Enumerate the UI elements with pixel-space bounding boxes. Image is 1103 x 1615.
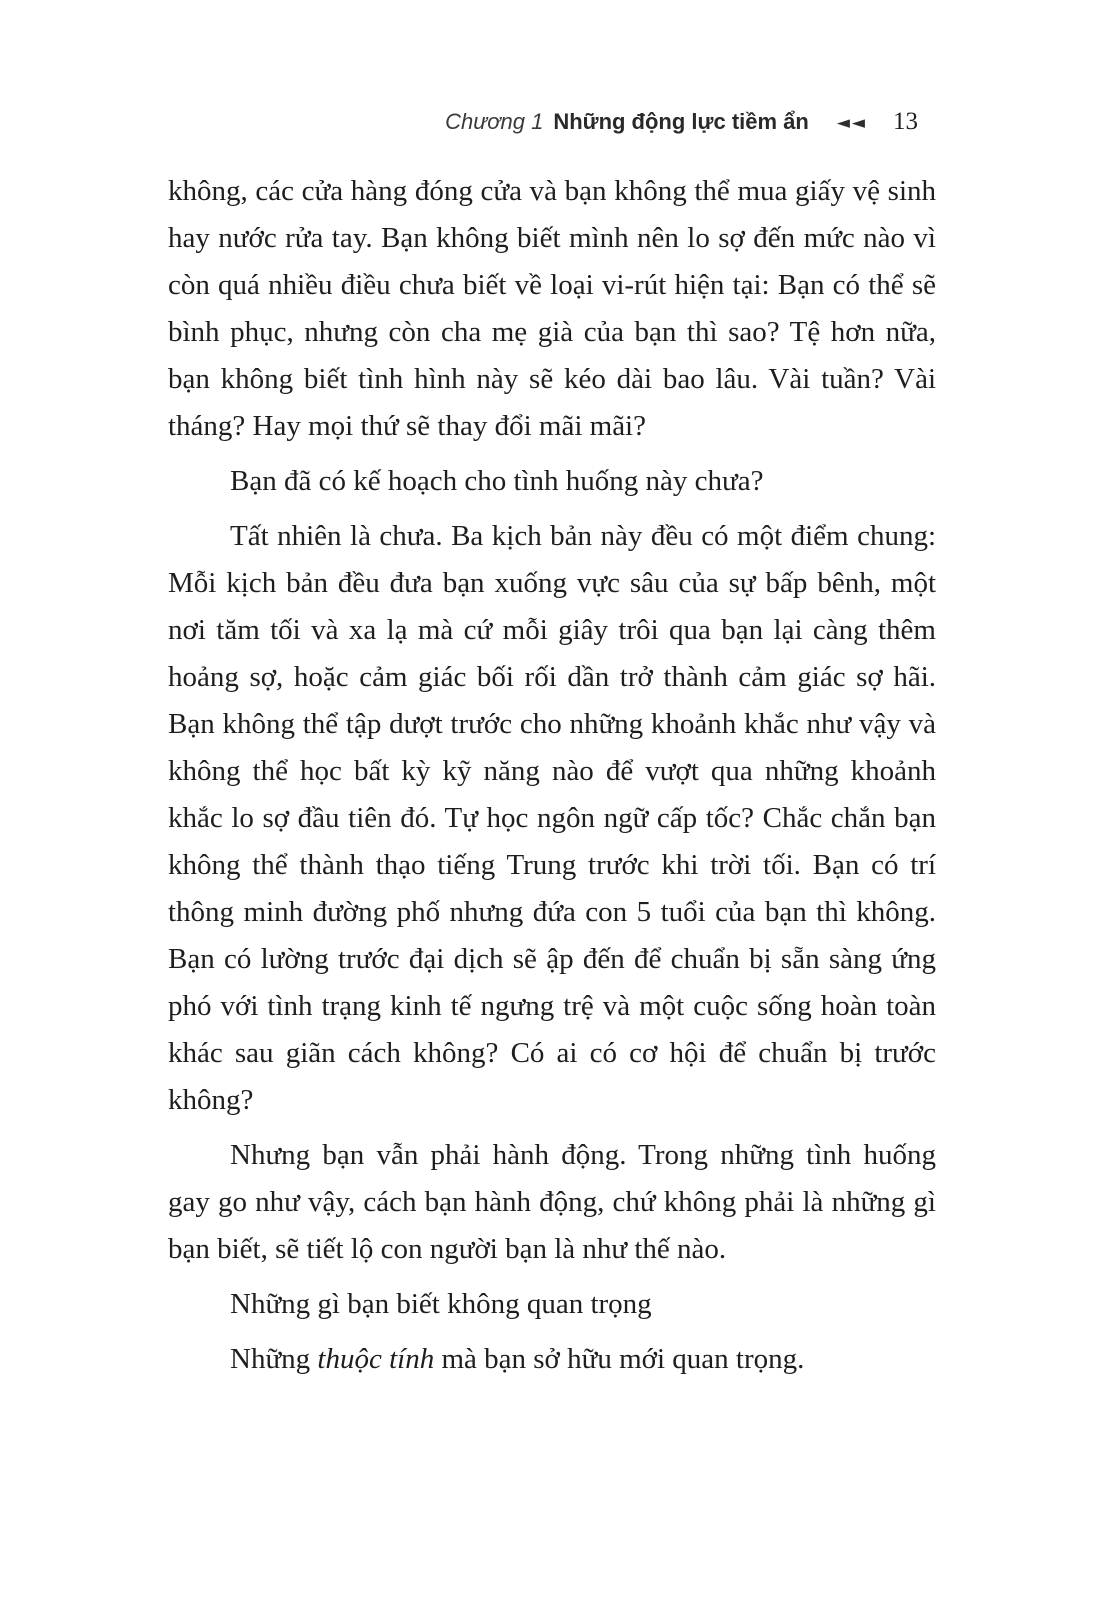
paragraph xyxy=(168,513,936,1124)
chapter-title: Những động lực tiềm ẩn xyxy=(553,109,809,134)
paragraph-text: mà bạn sở hữu mới quan trọng. xyxy=(434,1343,805,1375)
paragraph xyxy=(168,1336,936,1383)
paragraph xyxy=(168,168,936,450)
page-body-text xyxy=(168,168,936,1391)
paragraph-text: Bạn đã có kế hoạch cho tình huống này chưa? xyxy=(230,465,764,497)
paragraph-text: Tất nhiên là chưa. Ba kịch bản này đều có một điểm chung: Mỗi kịch bản đều đưa bạn xuống vực sâu của sự bấp bênh, một nơi tăm tối và xa lạ mà cứ mỗi giây trôi qua bạn lại càng thêm hoảng sợ, hoặc cảm giác bối rối dần trở thành cảm giác sợ hãi. Bạn không thể tập dượt trước cho những khoảnh khắc như vậy và không thể học bất kỳ kỹ năng nào để vượt qua những khoảnh khắc lo sợ đầu tiên đó. Tự học ngôn ngữ cấp tốc? Chắc chắn bạn không thể thành thạo tiếng Trung trước khi trời tối. Bạn có trí thông minh đường phố nhưng đứa con 5 tuổi của bạn thì không. Bạn có lường trước đại dịch sẽ ập đến để chuẩn bị sẵn sàng ứng phó với tình trạng kinh tế ngưng trệ và một cuộc sống hoàn toàn khác sau giãn cách không? Có ai có cơ hội để chuẩn bị trước không? xyxy=(168,520,936,1116)
paragraph-text: Những gì bạn biết không quan trọng xyxy=(230,1288,652,1320)
paragraph xyxy=(168,1132,936,1273)
page-header xyxy=(168,108,918,136)
paragraph-text: Những xyxy=(230,1343,318,1375)
page-number: 13 xyxy=(893,108,918,135)
chapter-label: Chương 1 xyxy=(445,109,544,134)
paragraph xyxy=(168,458,936,505)
paragraph-text-italic: thuộc tính xyxy=(317,1343,435,1375)
paragraph-text: không, các cửa hàng đóng cửa và bạn không thể mua giấy vệ sinh hay nước rửa tay. Bạn không biết mình nên lo sợ đến mức nào vì còn quá nhiều điều chưa biết về loại vi-rút hiện tại: Bạn có thể sẽ bình phục, nhưng còn cha mẹ già của bạn thì sao? Tệ hơn nữa, bạn không biết tình hình này sẽ kéo dài bao lâu. Vài tuần? Vài tháng? Hay mọi thứ sẽ thay đổi mãi mãi? xyxy=(168,175,936,442)
double-left-arrow-icon: ◄◄ xyxy=(836,113,867,133)
paragraph-text: Nhưng bạn vẫn phải hành động. Trong những tình huống gay go như vậy, cách bạn hành động, chứ không phải là những gì bạn biết, sẽ tiết lộ con người bạn là như thế nào. xyxy=(168,1139,936,1265)
paragraph xyxy=(168,1281,936,1328)
